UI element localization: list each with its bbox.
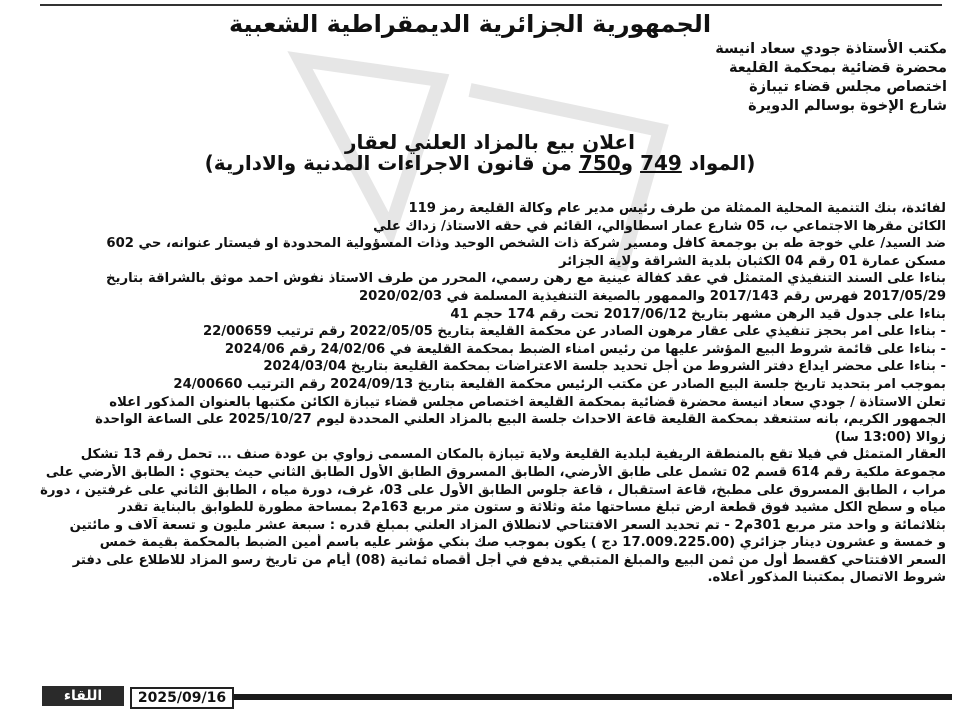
body-line: زوالا (13:00 سا) bbox=[834, 429, 946, 445]
article-750: 750 bbox=[578, 151, 621, 175]
notice-body bbox=[14, 200, 946, 587]
body-line: و خمسة و عشرون دينار جزائري (17.009.225.00 دج ) يكون بموجب صك بنكي مؤشر عليه باسم أمين الضبط بالمحكمة بقيمة خمس bbox=[99, 535, 946, 551]
body-line: مجموعة ملكية رقم 614 قسم 02 تشمل على طابق الأرضي، الطابق المسروق الطابق الأول الطابق الثاني حيث يحتوي : الطابق الأرضي على bbox=[45, 464, 946, 480]
body-line: بناءا على جدول قيد الرهن مشهر بتاريخ 2017/06/12 تحت رقم 174 حجم 41 bbox=[450, 306, 946, 322]
articles-prefix: (المواد bbox=[681, 151, 756, 175]
body-line: مياه و سطح الكل مشيد فوق قطعة ارض تبلغ مساحتها مئة وثلاثة و ستون متر مربع 163م2 بمساحة مطورة للطوابق بالبناية تقدر bbox=[118, 500, 946, 516]
office-line: شارع الإخوة بوسالم الدويرة bbox=[748, 98, 947, 114]
body-line: مسكن عمارة 01 رقم 04 الكثبان بلدية الشراقة ولاية الجزائر bbox=[558, 253, 946, 269]
body-line: بموجب امر بتحديد تاريخ جلسة البيع الصادر عن مكتب الرئيس محكمة القليعة بتاريخ 2024/09/13 رقم الترتيب 24/00660 bbox=[173, 376, 946, 392]
body-line: - بناءا على محضر ايداع دفتر الشروط من أجل تحديد جلسة الاعتراضات بمحكمة القليعة بتاريخ 2024/03/04 bbox=[263, 359, 946, 375]
body-line: السعر الافتتاحي كقسط أول من ثمن البيع والمبلغ المتبقي يدفع في أجل أقصاه ثمانية (08) أيام من تاريخ رسو المزاد للاطلاع على دفتر bbox=[72, 552, 946, 568]
body-line: شروط الاتصال بمكتبنا المذكور أعلاه. bbox=[707, 570, 946, 586]
body-line: مراب ، الطابق المسروق على مطبخ، قاعة استقبال ، قاعة جلوس الطابق الأول على 03، غرف، دورة مياه ، الطابق الثاني على غرفتين ، دورة bbox=[40, 482, 946, 498]
body-line: بثلاثمائة و واحد متر مربع 301م2 - تم تحديد السعر الافتتاحي لانطلاق المزاد العلني بمبلغ قدره : سبعة عشر مليون و تسعة آلاف و مائتين bbox=[69, 517, 946, 533]
publication-date: 2025/09/16 bbox=[130, 687, 234, 709]
body-line: 2017/05/29 فهرس رقم 2017/143 والممهور بالصيغة التنفيذية المسلمة في 2020/02/03 bbox=[359, 288, 946, 304]
articles-suffix: من قانون الاجراءات المدنية والادارية) bbox=[204, 151, 579, 175]
articles-and: و bbox=[620, 151, 641, 175]
office-line: محضرة قضائية بمحكمة القليعة bbox=[728, 60, 947, 76]
notice-title: اعلان بيع بالمزاد العلني لعقار bbox=[345, 130, 635, 154]
republic-title: الجمهورية الجزائرية الديمقراطية الشعبية bbox=[228, 10, 712, 38]
footer-strip bbox=[232, 694, 952, 700]
body-line: - بناءا على قائمة شروط البيع المؤشر عليها من رئيس امناء الضبط بمحكمة القليعة في 24/02/06 رقم 2024/06 bbox=[224, 341, 946, 357]
newspaper-name: اللقاء bbox=[42, 686, 124, 706]
top-border bbox=[40, 4, 942, 6]
office-address bbox=[715, 40, 947, 116]
article-749: 749 bbox=[640, 151, 682, 175]
body-line: - بناءا على امر بحجز تنفيذي على عقار مرهون الصادر عن محكمة القليعة بتاريخ 2022/05/05 رقم ترتيب 22/00659 bbox=[202, 324, 946, 340]
body-line: بناءا على السند التنفيذي المتمثل في عقد كفالة عينية مع رهن رسمي، المحرر من طرف الاستاذ نفوش احمد موثق بالشراقة بتاريخ bbox=[106, 271, 946, 287]
body-line: لفائدة، بنك التنمية المحلية الممثلة من طرف رئيس مدير عام وكالة القليعة رمز 119 bbox=[408, 201, 946, 216]
notice-articles bbox=[200, 151, 760, 175]
body-line: الجمهور الكريم، بانه ستنعقد بمحكمة القليعة قاعة الاحداث جلسة البيع بالمزاد العلني المحددة ليوم 2025/10/27 على الساعة الواحدة bbox=[95, 412, 946, 428]
body-line: العقار المتمثل في فيلا تقع بالمنطقة الريفية لبلدية القليعة ولاية تيبازة بالمكان المسمى زواوي بن عودة صنف ... تحمل رقم 13 تشكل bbox=[80, 447, 946, 463]
office-line: مكتب الأستاذة جودي سعاد انيسة bbox=[715, 41, 947, 57]
body-line: ضد السيد/ علي خوجة طه بن بوجمعة كافل ومسير شركة ذات الشخص الوحيد وذات المسؤولية المحدودة او فيستار عنوانه، حي 602 bbox=[106, 236, 946, 252]
body-line: تعلن الاستاذة / جودي سعاد انيسة محضرة قضائية بمحكمة القليعة اختصاص مجلس قضاء تيبازة الكائن مكتبها بالعنوان المذكور اعلاه bbox=[109, 394, 946, 410]
office-line: اختصاص مجلس قضاء تيبازة bbox=[749, 79, 947, 95]
body-line: الكائن مقرها الاجتماعي ب، 05 شارع عمار اسطاوالي، القائم في حقه الاستاذ/ زداك علي bbox=[373, 218, 946, 234]
